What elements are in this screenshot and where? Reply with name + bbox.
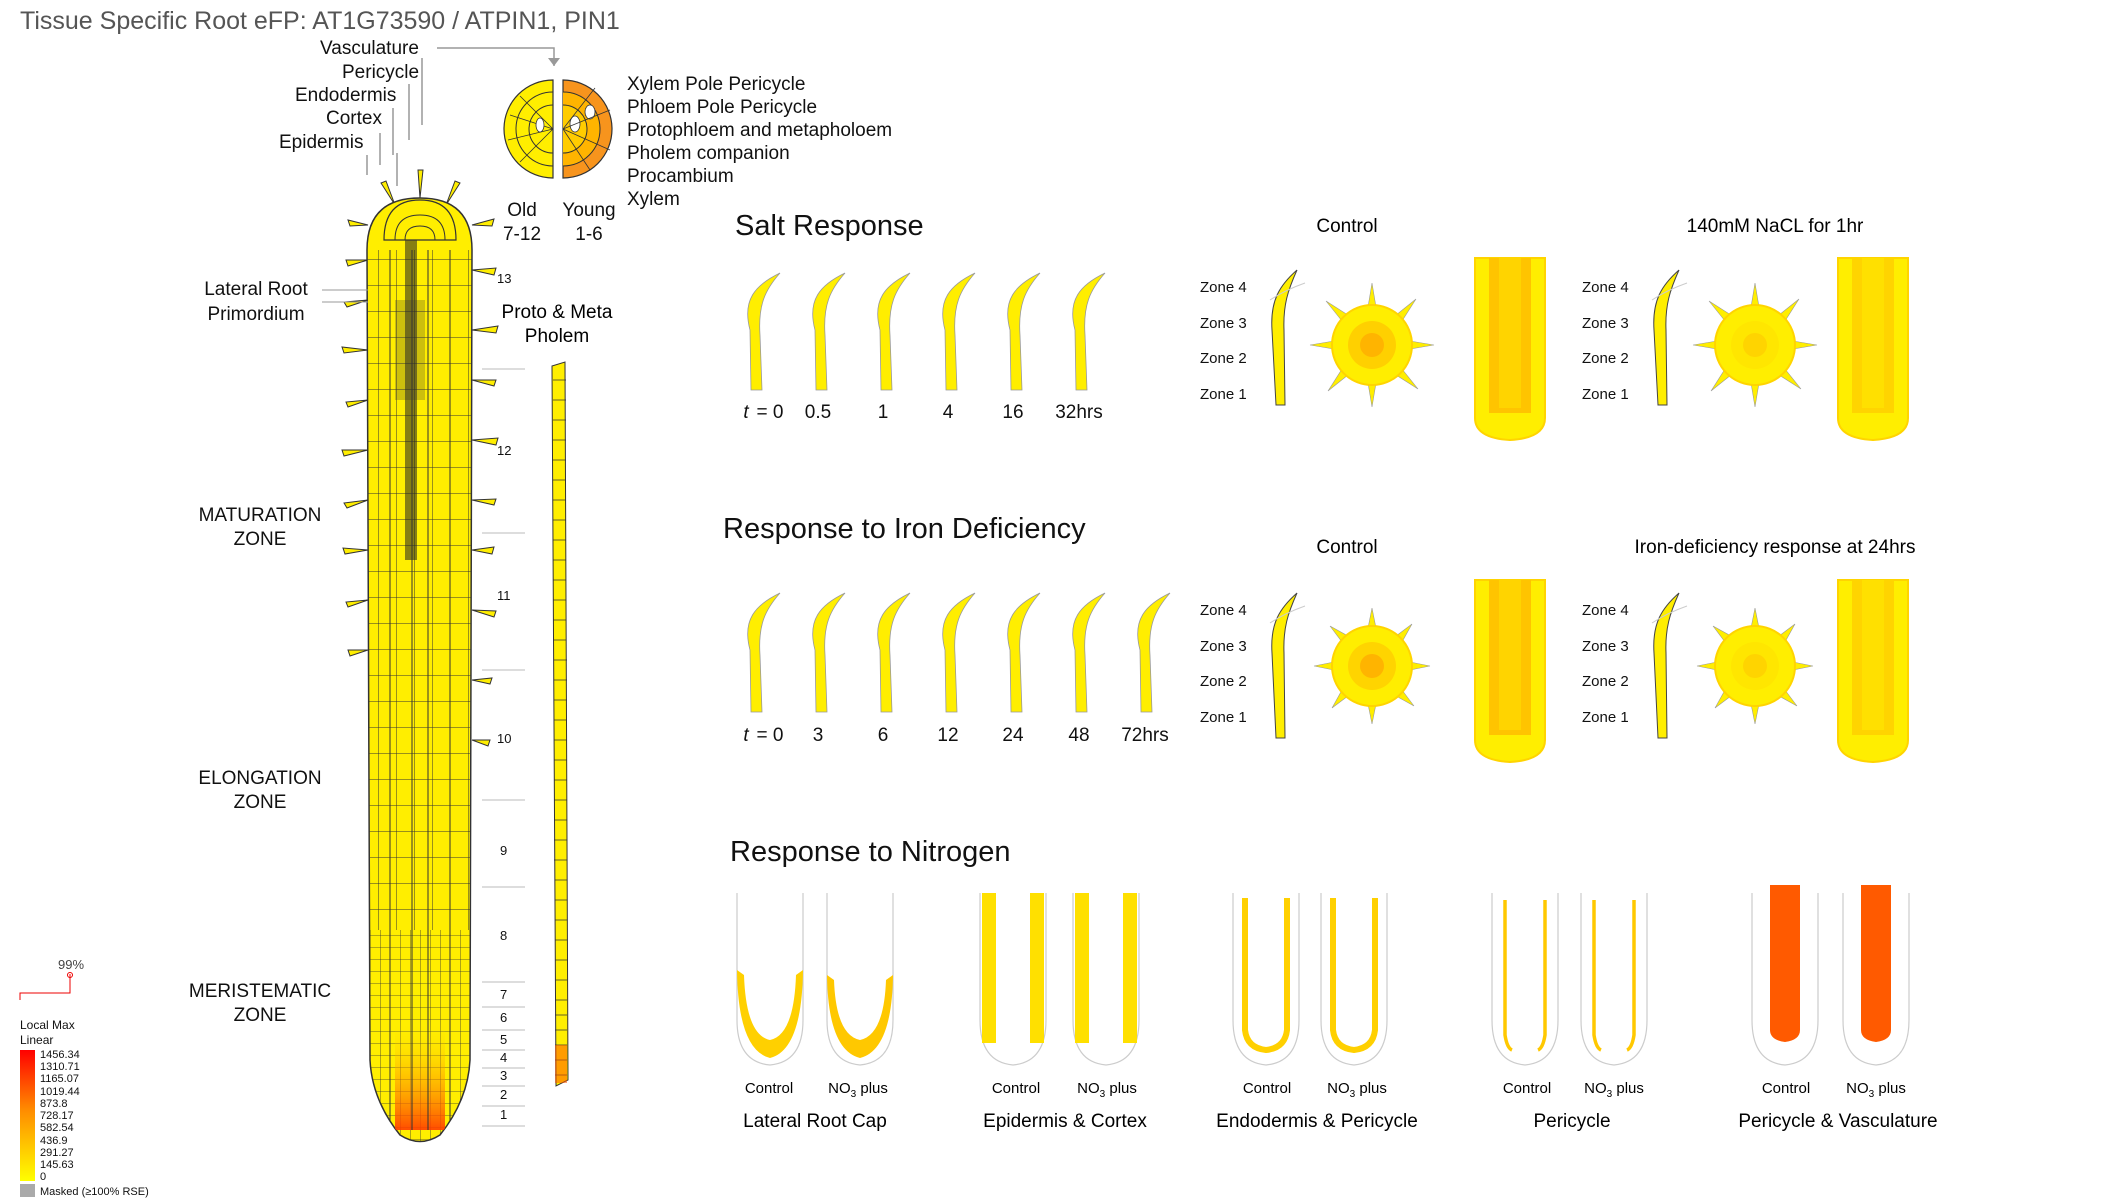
salt-time-labels <box>743 402 1102 423</box>
phloem-label-1: Proto & Meta <box>501 302 613 323</box>
iron-treatment-panel <box>1582 580 1908 762</box>
main-root-diagram <box>342 170 498 1150</box>
salt-treatment-panel <box>1582 258 1908 440</box>
nitrogen-lrc-control: Control <box>744 1080 794 1097</box>
elongation-label-1: ELONGATION <box>198 768 322 789</box>
salt-time-0: = 0 <box>756 402 784 423</box>
salt-treatment-zone-2: Zone 2 <box>1582 350 1629 367</box>
iron-time-3: 12 <box>937 725 959 746</box>
nitrogen-group-label-4: Pericycle <box>1533 1111 1611 1132</box>
iron-time-5: 48 <box>1068 725 1090 746</box>
nitrogen-group-label-3: Endodermis & Pericycle <box>1216 1111 1418 1132</box>
section-11: 11 <box>497 588 511 603</box>
label-epidermis: Epidermis <box>279 132 364 153</box>
nitrogen-group-label-5: Pericycle & Vasculature <box>1738 1111 1938 1132</box>
salt-time-5: 32hrs <box>1055 402 1103 423</box>
iron-time-0: = 0 <box>756 725 784 746</box>
legend-value-7: 436.9 <box>40 1135 68 1147</box>
legend-scale: Linear <box>20 1033 54 1047</box>
label-vasculature: Vasculature <box>320 38 419 59</box>
salt-control-zone-2: Zone 2 <box>1200 350 1247 367</box>
nitrogen-group-label-2: Epidermis & Cortex <box>983 1111 1147 1132</box>
label-cortex: Cortex <box>326 108 382 129</box>
legend-value-2: 1165.07 <box>40 1073 79 1085</box>
iron-control-zone-4: Zone 4 <box>1200 602 1247 619</box>
xs-label-procambium: Procambium <box>627 166 734 187</box>
section-10: 10 <box>497 731 512 746</box>
legend-value-10: 0 <box>40 1171 47 1183</box>
section-7: 7 <box>500 987 508 1002</box>
iron-treatment-zone-1: Zone 1 <box>1582 709 1629 726</box>
nitrogen-ep-no3: $NO_3$ plus <box>1327 1080 1387 1100</box>
cross-section <box>504 80 612 178</box>
label-endodermis: Endodermis <box>295 85 397 106</box>
salt-control-label: Control <box>1316 216 1378 237</box>
salt-title: Salt Response <box>735 210 924 242</box>
legend-value-8: 291.27 <box>40 1147 74 1159</box>
salt-treatment-label: 140mM NaCL for 1hr <box>1686 216 1864 237</box>
nitrogen-p-control: Control <box>1502 1080 1552 1097</box>
salt-control-zone-3: Zone 3 <box>1200 315 1247 332</box>
legend-gradient-bar <box>20 1050 35 1181</box>
iron-time-labels <box>743 725 1168 746</box>
legend-masked-label: Masked (≥100% RSE) <box>40 1186 149 1198</box>
young-label: Young <box>562 200 616 221</box>
legend-value-9: 145.63 <box>40 1159 74 1171</box>
salt-control-zone-4: Zone 4 <box>1200 279 1247 296</box>
cross-section-labels <box>627 74 892 210</box>
section-8: 8 <box>500 928 508 943</box>
maturation-label-1: MATURATION <box>198 505 322 526</box>
section-6: 6 <box>500 1010 508 1025</box>
meristematic-label-1: MERISTEMATIC <box>188 981 332 1002</box>
section-13: 13 <box>497 271 512 286</box>
iron-time-1: 3 <box>812 725 824 746</box>
nitrogen-pv-no3: $NO_3$ plus <box>1846 1080 1906 1100</box>
salt-time-4: 16 <box>1002 402 1024 423</box>
legend-value-5: 728.17 <box>40 1110 74 1122</box>
section-12: 12 <box>497 443 512 458</box>
legend-value-4: 873.8 <box>40 1098 68 1110</box>
section-numbers <box>497 271 511 1122</box>
page-title: Tissue Specific Root eFP: AT1G73590 / ATPIN1, PIN1 <box>20 7 620 35</box>
nitrogen-group-pericycle <box>1492 893 1647 1132</box>
iron-treatment-zone-3: Zone 3 <box>1582 638 1629 655</box>
iron-time-6: 72hrs <box>1121 725 1169 746</box>
nitrogen-group-epidermis-cortex <box>980 893 1147 1132</box>
salt-treatment-zone-4: Zone 4 <box>1582 279 1629 296</box>
legend-masked-swatch <box>20 1184 35 1197</box>
section-4: 4 <box>500 1050 508 1065</box>
zone-labels <box>189 279 331 1026</box>
xs-label-xylem: Xylem <box>627 189 680 210</box>
xs-label-phloem-pole-pericycle: Phloem Pole Pericycle <box>627 97 818 118</box>
salt-treatment-zone-3: Zone 3 <box>1582 315 1629 332</box>
iron-treatment-label: Iron-deficiency response at 24hrs <box>1634 537 1916 558</box>
xs-label-protophloem: Protophloem and metapholoem <box>627 120 893 141</box>
section-1: 1 <box>500 1107 508 1122</box>
legend-value-6: 582.54 <box>40 1122 74 1134</box>
iron-control-zone-1: Zone 1 <box>1200 709 1247 726</box>
iron-control-label: Control <box>1316 537 1378 558</box>
old-label: Old <box>507 200 537 221</box>
iron-seedlings <box>748 593 1170 712</box>
nitrogen-title: Response to Nitrogen <box>730 836 1011 868</box>
legend-percentile: 99% <box>58 957 85 972</box>
lateral-root-label-1: Lateral Root <box>204 279 308 300</box>
iron-t-symbol: t <box>743 725 749 746</box>
section-5: 5 <box>500 1032 508 1047</box>
iron-treatment-zone-4: Zone 4 <box>1582 602 1629 619</box>
salt-control-panel <box>1200 258 1545 440</box>
salt-seedlings <box>748 273 1105 390</box>
section-3: 3 <box>500 1068 508 1083</box>
salt-control-zone-1: Zone 1 <box>1200 386 1247 403</box>
label-pericycle: Pericycle <box>342 62 420 83</box>
iron-treatment-zone-2: Zone 2 <box>1582 673 1629 690</box>
iron-control-zone-3: Zone 3 <box>1200 638 1247 655</box>
iron-time-4: 24 <box>1002 725 1024 746</box>
phloem-strip <box>552 362 568 1086</box>
legend-value-0: 1456.34 <box>40 1049 80 1061</box>
iron-time-2: 6 <box>877 725 889 746</box>
xs-label-xylem-pole-pericycle: Xylem Pole Pericycle <box>627 74 806 95</box>
nitrogen-group-pericycle-vasculature <box>1738 885 1937 1132</box>
nitrogen-ec-control: Control <box>991 1080 1041 1097</box>
tissue-labels <box>279 38 419 153</box>
lateral-root-label-2: Primordium <box>207 304 305 325</box>
nitrogen-group-lateral-root-cap <box>737 893 893 1132</box>
old-range: 7-12 <box>502 224 542 245</box>
nitrogen-ec-no3: $NO_3$ plus <box>1077 1080 1137 1100</box>
meristematic-label-2: ZONE <box>233 1005 287 1026</box>
salt-time-3: 4 <box>942 402 954 423</box>
iron-control-zone-2: Zone 2 <box>1200 673 1247 690</box>
cross-section-captions <box>503 200 616 245</box>
maturation-label-2: ZONE <box>233 529 287 550</box>
nitrogen-pv-control: Control <box>1761 1080 1811 1097</box>
section-2: 2 <box>500 1087 508 1102</box>
nitrogen-p-no3: $NO_3$ plus <box>1584 1080 1644 1100</box>
salt-treatment-zone-1: Zone 1 <box>1582 386 1629 403</box>
legend-value-1: 1310.71 <box>40 1061 80 1073</box>
nitrogen-ep-control: Control <box>1242 1080 1292 1097</box>
section-9: 9 <box>500 843 508 858</box>
iron-control-panel <box>1200 580 1545 762</box>
salt-time-1: 0.5 <box>804 402 832 423</box>
salt-time-2: 1 <box>877 402 889 423</box>
legend-value-3: 1019.44 <box>40 1086 80 1098</box>
nitrogen-group-endodermis-pericycle <box>1216 893 1418 1132</box>
salt-t-symbol: t <box>743 402 749 423</box>
iron-title: Response to Iron Deficiency <box>723 513 1086 545</box>
xs-label-pholem-companion: Pholem companion <box>627 143 790 164</box>
nitrogen-lrc-no3: $NO_3$ plus <box>828 1080 888 1100</box>
color-legend <box>20 957 149 1198</box>
young-range: 1-6 <box>575 224 603 245</box>
nitrogen-group-label-1: Lateral Root Cap <box>743 1111 887 1132</box>
phloem-label-2: Pholem <box>524 326 590 347</box>
legend-title: Local Max <box>20 1018 75 1032</box>
elongation-label-2: ZONE <box>233 792 287 813</box>
